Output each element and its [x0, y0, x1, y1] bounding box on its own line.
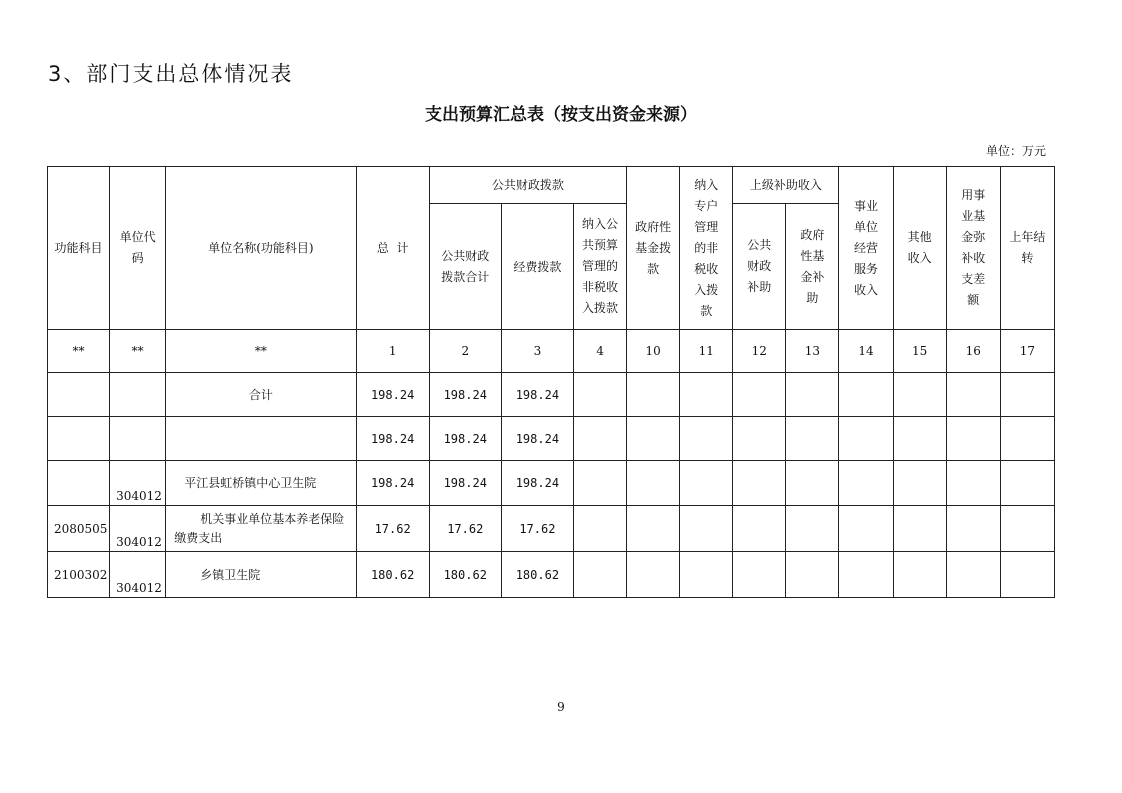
- header-unit-code: 单位代码: [110, 167, 166, 330]
- table-row: [48, 373, 1055, 417]
- index-cell: 2: [429, 330, 501, 373]
- index-cell: **: [166, 330, 356, 373]
- empty-cell: [946, 417, 1000, 461]
- total-cell: 180.62: [356, 552, 429, 598]
- empty-cell: [893, 506, 946, 552]
- empty-cell: [786, 417, 839, 461]
- index-cell: 3: [501, 330, 573, 373]
- empty-cell: [839, 461, 893, 506]
- empty-cell: [733, 461, 786, 506]
- empty-cell: [627, 417, 680, 461]
- empty-cell: [1000, 506, 1054, 552]
- empty-cell: [893, 417, 946, 461]
- header-reserve-fund: 用事业基金弥补收支差额: [946, 167, 1000, 330]
- unit-label: 单位：万元: [985, 144, 1046, 158]
- unit-code-text: 304012: [116, 489, 162, 503]
- operating-cell: 17.62: [501, 506, 573, 552]
- public-total-cell: 198.24: [429, 461, 501, 506]
- empty-cell: [680, 506, 733, 552]
- index-cell: 11: [680, 330, 733, 373]
- operating-cell: 198.24: [501, 373, 573, 417]
- empty-cell: [893, 461, 946, 506]
- operating-cell: 180.62: [501, 552, 573, 598]
- total-cell: 17.62: [356, 506, 429, 552]
- empty-cell: [1000, 373, 1054, 417]
- empty-cell: [839, 417, 893, 461]
- header-nontax-special: 纳入专户管理的非税收入拨款: [680, 167, 733, 330]
- empty-cell: [733, 417, 786, 461]
- unit-name-cell: 合计: [166, 373, 356, 417]
- empty-cell: [786, 461, 839, 506]
- unit-name-cell: 平江县虹桥镇中心卫生院: [166, 461, 356, 506]
- index-cell: 1: [356, 330, 429, 373]
- index-cell: 12: [733, 330, 786, 373]
- unit-name-cell: [166, 417, 356, 461]
- total-cell: 198.24: [356, 461, 429, 506]
- header-func-subject: 功能科目: [48, 167, 110, 330]
- public-total-cell: 198.24: [429, 373, 501, 417]
- total-cell: 198.24: [356, 373, 429, 417]
- empty-cell: [627, 506, 680, 552]
- document-title: 支出预算汇总表（按支出资金来源）: [425, 105, 697, 125]
- empty-cell: [786, 373, 839, 417]
- unit-code-text: 304012: [116, 580, 162, 595]
- operating-cell: 198.24: [501, 417, 573, 461]
- index-cell: 16: [946, 330, 1000, 373]
- column-index-row: [48, 330, 1055, 373]
- header-nontax-in-budget: 纳入公共预算管理的非税收入拨款: [573, 204, 626, 330]
- empty-cell: [839, 506, 893, 552]
- header-other-income: 其他收入: [893, 167, 946, 330]
- empty-cell: [1000, 417, 1054, 461]
- empty-cell: [680, 461, 733, 506]
- header-operating-funds: 经费拨款: [501, 204, 573, 330]
- empty-cell: [1000, 461, 1054, 506]
- empty-cell: [786, 506, 839, 552]
- index-cell: **: [48, 330, 110, 373]
- empty-cell: [946, 461, 1000, 506]
- total-cell: 198.24: [356, 417, 429, 461]
- header-unit-name: 单位名称(功能科目): [166, 167, 356, 330]
- operating-cell: 198.24: [501, 461, 573, 506]
- empty-cell: [839, 373, 893, 417]
- empty-cell: [680, 373, 733, 417]
- unit-code-cell: [110, 506, 166, 552]
- page-number: 9: [557, 700, 565, 714]
- index-cell: 4: [573, 330, 626, 373]
- empty-cell: [733, 373, 786, 417]
- header-public-finance-total: 公共财政拨款合计: [429, 204, 501, 330]
- empty-cell: [680, 552, 733, 598]
- func-subject-cell: 2100302: [48, 552, 110, 598]
- header-gov-fund: 政府性基金拨款: [627, 167, 680, 330]
- table-row: [48, 461, 1055, 506]
- unit-code-cell: [110, 461, 166, 506]
- empty-cell: [573, 417, 626, 461]
- public-total-cell: 180.62: [429, 552, 501, 598]
- empty-cell: [733, 552, 786, 598]
- unit-name-cell: 乡镇卫生院: [166, 552, 356, 598]
- index-cell: 17: [1000, 330, 1054, 373]
- empty-cell: [733, 506, 786, 552]
- budget-summary-table: [47, 166, 1055, 598]
- header-gov-fund-subsidy: 政府性基金补助: [786, 204, 839, 330]
- index-cell: 13: [786, 330, 839, 373]
- index-cell: 10: [627, 330, 680, 373]
- index-cell: 15: [893, 330, 946, 373]
- header-carryover: 上年结转: [1000, 167, 1054, 330]
- header-total: 总 计: [356, 167, 429, 330]
- empty-cell: [946, 373, 1000, 417]
- func-subject-cell: [48, 461, 110, 506]
- empty-cell: [573, 552, 626, 598]
- public-total-cell: 198.24: [429, 417, 501, 461]
- empty-cell: [627, 461, 680, 506]
- empty-cell: [573, 373, 626, 417]
- empty-cell: [893, 373, 946, 417]
- empty-cell: [786, 552, 839, 598]
- unit-code-cell: [110, 552, 166, 598]
- unit-code-cell: [110, 373, 166, 417]
- empty-cell: [680, 417, 733, 461]
- table-row: [48, 552, 1055, 598]
- func-subject-cell: [48, 373, 110, 417]
- header-public-finance: 公共财政拨款: [429, 167, 626, 204]
- empty-cell: [627, 373, 680, 417]
- public-total-cell: 17.62: [429, 506, 501, 552]
- func-subject-cell: [48, 417, 110, 461]
- unit-name-text: 机关事业单位基本养老保险缴费支出: [174, 511, 345, 545]
- section-title: 3、部门支出总体情况表: [48, 62, 294, 86]
- index-cell: 14: [839, 330, 893, 373]
- unit-name-cell: [166, 506, 356, 552]
- header-superior-subsidy: 上级补助收入: [733, 167, 839, 204]
- empty-cell: [573, 506, 626, 552]
- header-business-income: 事业单位经营服务收入: [839, 167, 893, 330]
- table-row: [48, 417, 1055, 461]
- index-cell: **: [110, 330, 166, 373]
- empty-cell: [627, 552, 680, 598]
- empty-cell: [1000, 552, 1054, 598]
- func-subject-cell: 2080505: [48, 506, 110, 552]
- table-row: [48, 506, 1055, 552]
- empty-cell: [839, 552, 893, 598]
- unit-code-text: 304012: [116, 534, 162, 549]
- empty-cell: [946, 506, 1000, 552]
- empty-cell: [946, 552, 1000, 598]
- empty-cell: [893, 552, 946, 598]
- unit-code-cell: [110, 417, 166, 461]
- header-public-finance-subsidy: 公共财政补助: [733, 204, 786, 330]
- empty-cell: [573, 461, 626, 506]
